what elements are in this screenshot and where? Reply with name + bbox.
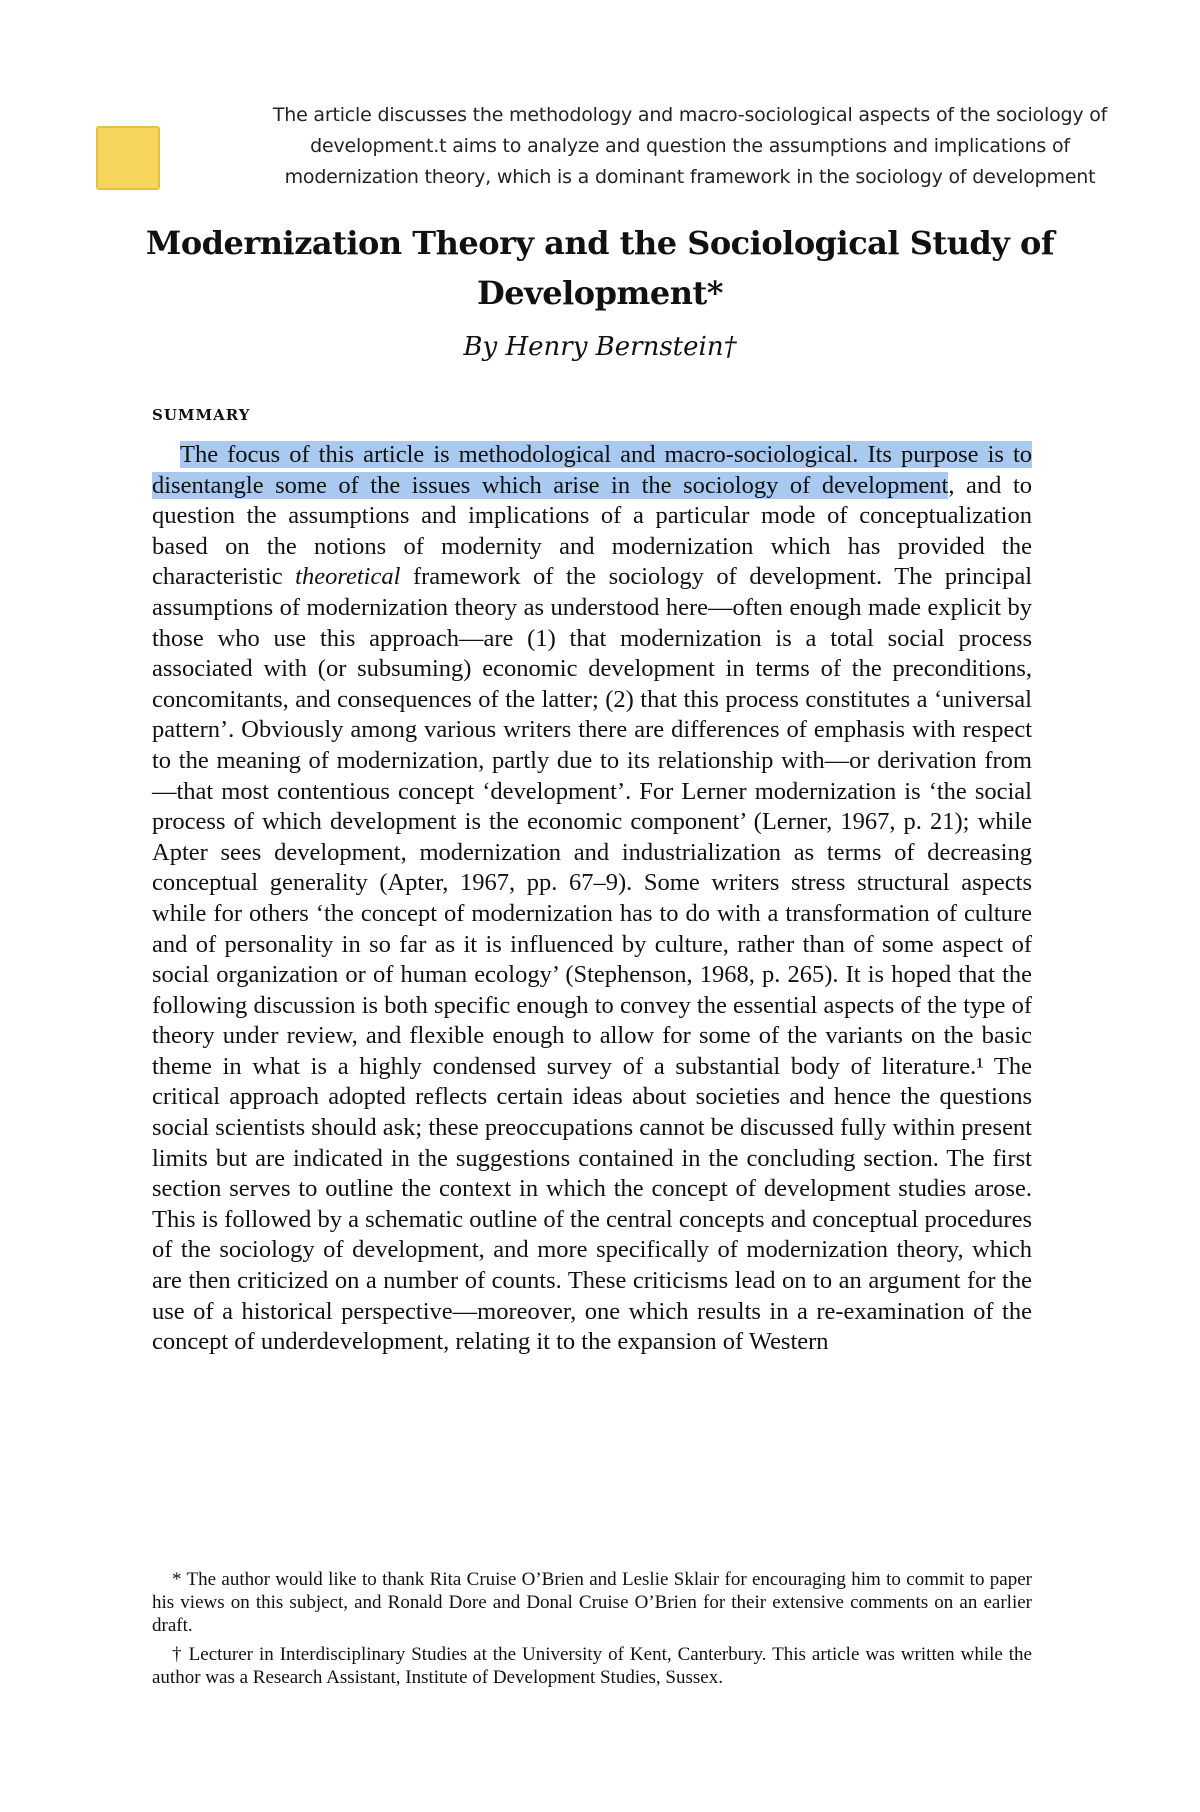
- section-heading-summary: SUMMARY: [152, 406, 251, 424]
- annotation-note: The article discusses the methodology and macro-sociological aspects of the sociology of development.t aims to analyze and question the assumptions and implications of modernization theory, which is a dominant framework in the sociology of development: [272, 104, 1108, 188]
- summary-text-part1: , and to question the assumptions and implications of a particular mode of conceptualization based on the notions of modernity and modernization which has provided the characteristic: [152, 471, 1032, 591]
- footnote-author-affiliation: † Lecturer in Interdisciplinary Studies at the University of Kent, Canterbury. This article was written while the author was a Research Assistant, Institute of Development Studies, Sussex.: [152, 1644, 1032, 1688]
- footnotes: [152, 1568, 1032, 1695]
- footnote-acknowledgement: * The author would like to thank Rita Cruise O’Brien and Leslie Sklair for encouraging him to commit to paper his views on this subject, and Ronald Dore and Donal Cruise O’Brien for their extensive comments on an earlier draft.: [152, 1569, 1032, 1636]
- sticky-note-icon[interactable]: [96, 126, 160, 190]
- article-byline: By Henry Bernstein†: [463, 332, 737, 362]
- summary-italic-term: theoretical: [295, 563, 401, 591]
- summary-paragraph: [152, 440, 1032, 1358]
- summary-text-part2: framework of the sociology of development. The principal assumptions of modernization theory as understood here—often enough made explicit by those who use this approach—are (1) that modernization is a total social process associated with (or subsuming) economic development in terms of the preconditions, concomitants, and consequences of the latter; (2) that this process constitutes a ‘universal pattern’. Obviously among various writers there are differences of emphasis with respect to the meaning of modernization, partly due to its relationship with—or derivation from—that most contentious concept ‘development’. For Lerner modernization is ‘the social process of which development is the economic component’ (Lerner, 1967, p. 21); while Apter sees development, modernization and industrialization as terms of decreasing conceptual generality (Apter, 1967, pp. 67–9). Some writers stress structural aspects while for others ‘the concept of modernization has to do with a transformation of culture and of personality in so far as it is influenced by culture, rather than of some aspect of social organization or of human ecology’ (Stephenson, 1968, p. 265). It is hoped that the following discussion is both specific enough to convey the essential aspects of the type of theory under review, and flexible enough to allow for some of the variants on the basic theme in what is a highly condensed survey of a substantial body of literature.¹ The critical approach adopted reflects certain ideas about societies and hence the questions social scientists should ask; these preoccupations cannot be discussed fully within present limits but are indicated in the suggestions contained in the concluding section. The first section serves to outline the context in which the concept of development studies arose. This is followed by a schematic outline of the central concepts and conceptual procedures of the sociology of development, and more specifically of modernization theory, which are then criticized on a number of counts. These criticisms lead on to an argument for the use of a historical perspective—moreover, one which results in a re-examination of the concept of underdevelopment, relating it to the expansion of Western: [152, 563, 1033, 1356]
- highlighted-text[interactable]: The focus of this article is methodological and macro-sociological. Its purpose is to disentangle some of the issues which arise in the sociology of development: [152, 441, 1032, 499]
- article-title: Modernization Theory and the Sociological Study of Development*: [145, 224, 1055, 312]
